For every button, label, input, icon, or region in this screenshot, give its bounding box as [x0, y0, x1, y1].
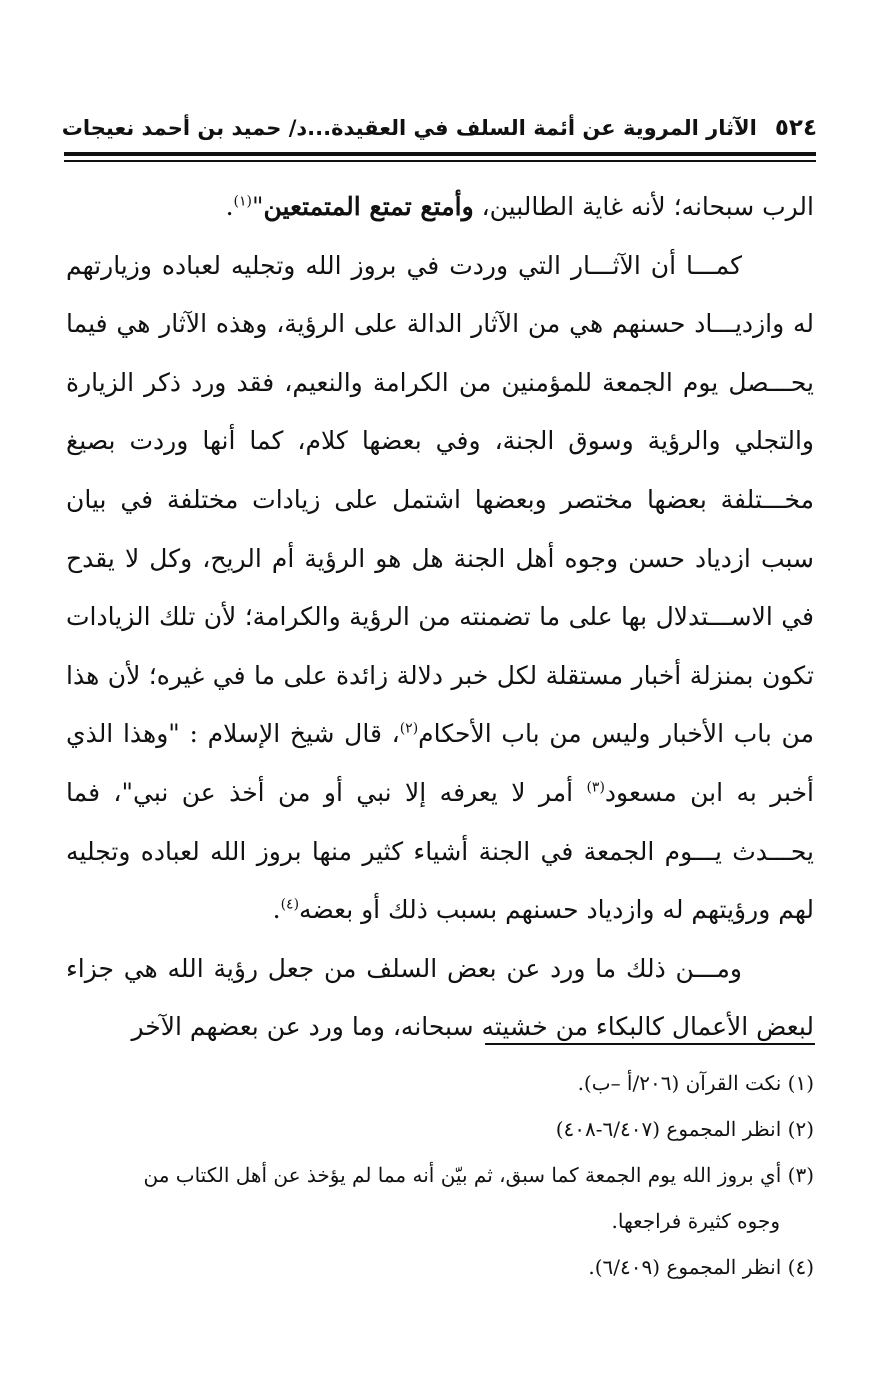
running-title: الآثار المروية عن أئمة السلف في العقيدة...د/ حميد بن أحمد نعيجات — [61, 116, 757, 140]
footnote-separator — [485, 1043, 815, 1045]
paragraph-1-text: الرب سبحانه؛ لأنه غاية الطالبين، — [473, 192, 814, 221]
footnote-3-line-1: (٣) أي بروز الله يوم الجمعة كما سبق، ثم بيّن أنه مما لم يؤخذ عن أهل الكتاب من — [143, 1163, 814, 1187]
header-rule-thick — [64, 152, 816, 156]
page-number: ٥٢٤ — [774, 115, 817, 141]
footnote-1: (١) نكت القرآن (٢٠٦/أ –ب). — [577, 1071, 814, 1095]
footnotes — [66, 1060, 814, 1290]
paragraph-3: ومـــن ذلك ما ورد عن بعض السلف من جعل رؤية الله هي جزاء لبعض الأعمال كالبكاء من خشيته سبحانه، وما ورد عن بعضهم الآخر — [66, 953, 814, 1042]
paragraph-1 — [66, 178, 814, 237]
footnote-3 — [66, 1152, 814, 1244]
paragraph-1-bold-phrase: وأمتع تمتع المتمتعين — [263, 192, 474, 221]
footnote-4: (٤) انظر المجموع (٦/٤٠٩). — [588, 1255, 814, 1279]
paragraph-1-quote: " — [252, 192, 264, 221]
footnote-ref-3[interactable]: (٣) — [586, 779, 605, 796]
paragraph-2-text-c: أمر لا يعرفه إلا نبي أو من أخذ عن نبي"، فما يحـــدث يـــوم الجمعة في الجنة أشياء كثير منها بروز الله لعباده وتجليه لهم ورؤيتهم له وازدياد حسنهم بسبب ذلك أو بعضه — [66, 777, 814, 925]
body-text — [66, 178, 814, 1057]
footnote-ref-4[interactable]: (٤) — [280, 896, 300, 913]
paragraph-2 — [66, 237, 814, 940]
header-rule-thin — [64, 160, 816, 162]
paragraph-1-end: . — [225, 192, 234, 221]
running-header — [61, 108, 817, 148]
footnote-ref-1[interactable]: (١) — [233, 193, 253, 210]
paragraph-2-text-a: كمـــا أن الآثـــار التي وردت في بروز الله وتجليه لعباده وزيارتهم له وازديـــاد حسنهم هي من الآثار الدالة على الرؤية، وهذه الآثار هي فيما يحـــصل يوم الجمعة للمؤمنين من الكرامة والنعيم، فقد ورد ذكر الزيارة والتجلي والرؤية وسوق الجنة، وفي بعضها كلام، كما أنها وردت بصيغ مخـــتلفة بعضها مختصر وبعضها اشتمل على زيادات مختلفة في بيان سبب ازدياد حسن وجوه أهل الجنة هل هو الرؤية أم الريح، وكل لا يقدح في الاســـتدلال بها على ما تضمنته من الرؤية والكرامة؛ لأن تلك الزيادات تكون بمنزلة أخبار مستقلة لكل خبر دلالة زائدة على ما في غيره؛ لأن هذا من باب الأخبار وليس من باب الأحكام — [66, 250, 814, 749]
footnote-3-line-2: وجوه كثيرة فراجعها. — [611, 1209, 780, 1233]
paragraph-2-end: . — [272, 895, 281, 925]
footnote-2: (٢) انظر المجموع (٦/٤٠٧-٤٠٨) — [555, 1117, 814, 1141]
footnote-ref-2[interactable]: (٢) — [399, 721, 419, 738]
paragraph-2-text-b: ، قال شيخ الإسلام : "وهذا الذي أخبر به ابن مسعود — [66, 719, 814, 807]
